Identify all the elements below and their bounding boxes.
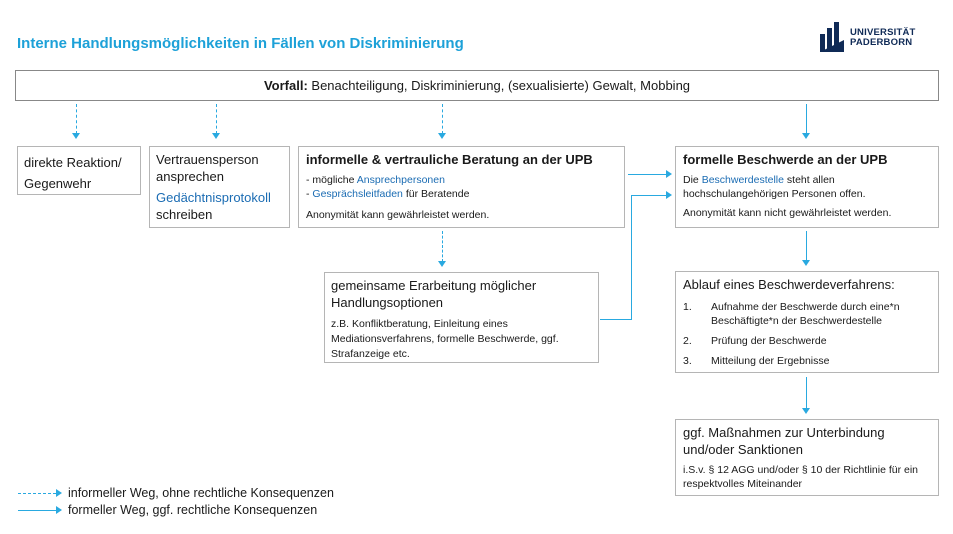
connector-informal-joint [442,231,443,262]
logo-line-2: PADERBORN [850,37,913,48]
arrow-informal-icon [438,133,446,139]
procedure-step-num: 3. [683,355,692,367]
procedure-heading: Ablauf eines Beschwerdeverfahrens: [683,277,895,292]
contact-persons-link[interactable]: Ansprechpersonen [356,174,445,186]
direct-reaction-text: direkte Reaktion/ Gegenwehr [24,155,122,191]
arrow-trust-icon [212,133,220,139]
measures-text: i.S.v. § 12 AGG und/oder § 10 der Richtlinie für ein respektvolles Miteinander [683,464,919,490]
connector-joint-h1 [600,319,632,320]
formal-heading: formelle Beschwerde an der UPB [683,152,888,167]
incident-label: Vorfall: [263,78,308,93]
procedure-step [683,334,931,348]
informal-item-1-prefix: - mögliche [306,174,357,186]
protocol-link[interactable]: Gedächtnisprotokoll [156,190,271,205]
procedure-step-text: Prüfung der Beschwerde [711,335,827,347]
connector-formal [806,104,807,134]
trust-person-text: Vertrauensperson ansprechen [156,152,259,184]
page-title: Interne Handlungsmöglichkeiten in Fällen von Diskriminierung [17,35,464,52]
incident-bar [15,70,939,101]
joint-options-box [324,272,599,363]
formal-text-prefix: Die [683,174,702,186]
measures-box [675,419,939,496]
arrow-measures-icon [802,408,810,414]
legend-formal-arrow-icon [56,506,62,514]
arrow-formal-icon [802,133,810,139]
trust-person-text-2: schreiben [156,207,213,222]
logo-text [850,28,916,48]
procedure-box [675,271,939,373]
legend-informal-arrow-icon [56,489,62,497]
informal-heading: informelle & vertrauliche Beratung an der UPB [306,152,593,167]
connector-formal-procedure [806,231,807,261]
connector-joint-h2 [631,195,666,196]
arrow-procedure-icon [802,260,810,266]
informal-note: Anonymität kann gewährleistet werden. [306,209,490,221]
arrow-to-formal-icon [666,170,672,178]
formal-text-suffix: steht allen hochschulangehörigen Personen offen. [683,174,866,200]
arrow-direct-icon [72,133,80,139]
arrow-joint-formal-icon [666,191,672,199]
procedure-step-text: Mitteilung der Ergebnisse [711,355,830,367]
complaint-office-link[interactable]: Beschwerdestelle [701,174,784,186]
connector-procedure-measures [806,377,807,409]
arrow-joint-icon [438,261,446,267]
logo-line-1: UNIVERSITÄT [850,27,916,38]
legend-formal-line [18,510,56,511]
formal-note: Anonymität kann nicht gewährleistet werden. [683,207,892,219]
conversation-guide-link[interactable]: Gesprächsleitfaden [312,188,403,200]
joint-text: z.B. Konfliktberatung, Einleitung eines Mediationsverfahrens, formelle Beschwerde, ggf. Strafanzeige etc. [331,318,559,360]
procedure-step [683,300,931,328]
incident-text: Benachteiligung, Diskriminierung, (sexualisierte) Gewalt, Mobbing [311,78,691,93]
connector-informal [442,104,443,134]
university-logo [818,20,928,56]
procedure-step-text: Aufnahme der Beschwerde durch eine*n Beschäftigte*n der Beschwerdestelle [711,301,900,327]
connector-informal-formal [628,174,666,175]
connector-joint-v [631,195,632,320]
joint-heading: gemeinsame Erarbeitung möglicher Handlungsoptionen [331,278,537,310]
connector-trust [216,104,217,134]
informal-item-2-suffix: für Beratende [402,188,470,200]
formal-complaint-box [675,146,939,228]
procedure-step [683,354,931,368]
informal-item-2-prefix: - [306,188,313,200]
procedure-step-num: 2. [683,335,692,347]
direct-reaction-box [17,146,141,195]
legend-informal: informeller Weg, ohne rechtliche Konsequenzen [68,486,334,500]
procedure-step-num: 1. [683,301,692,313]
legend-informal-line [18,493,56,494]
logo-mark-icon [818,20,846,54]
trust-person-box [149,146,290,228]
informal-counseling-box [298,146,625,228]
connector-direct [76,104,77,134]
measures-heading: ggf. Maßnahmen zur Unterbindung und/oder Sanktionen [683,425,885,457]
legend-formal: formeller Weg, ggf. rechtliche Konsequenzen [68,503,318,517]
